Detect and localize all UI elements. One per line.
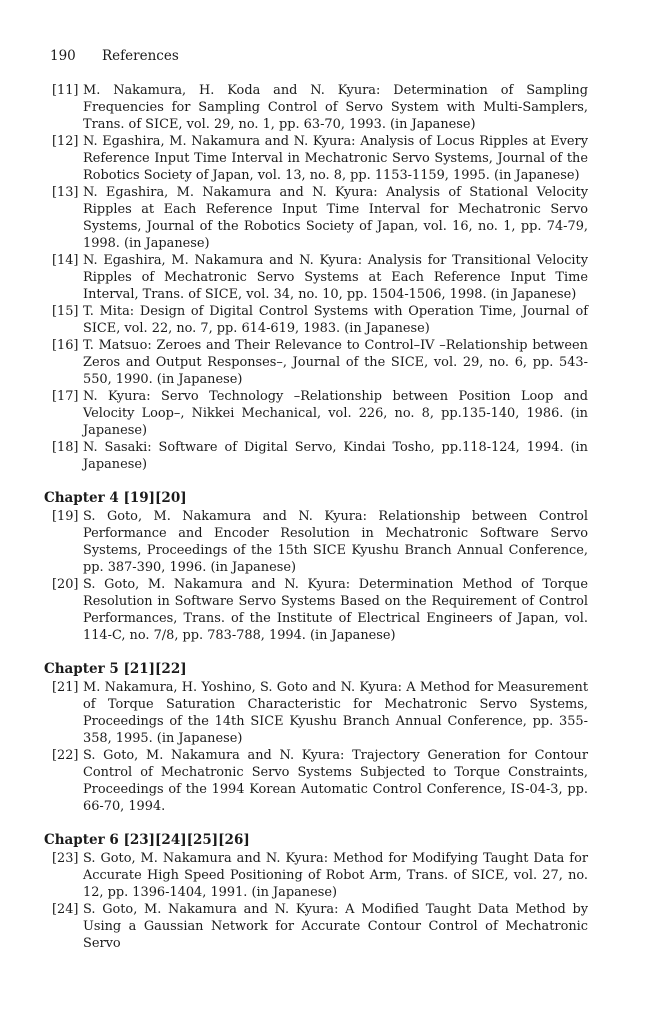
page-number: 190: [50, 48, 76, 64]
reference-number: [18]: [52, 440, 79, 455]
reference-number: [20]: [52, 577, 79, 592]
reference-number: [22]: [52, 748, 79, 763]
reference-entry: [44, 850, 588, 901]
reference-text: T. Mita: Design of Digital Control Systems with Operation Time, Journal of SICE, vol. 22, no. 7, pp. 614-619, 1983. (in Japanese): [83, 304, 588, 336]
reference-entry: [44, 133, 588, 184]
reference-entry: [44, 82, 588, 133]
reference-entry: [44, 252, 588, 303]
reference-number: [21]: [52, 680, 79, 695]
reference-number: [19]: [52, 509, 79, 524]
reference-number: [23]: [52, 851, 79, 866]
reference-text: S. Goto, M. Nakamura and N. Kyura: Determination Method of Torque Resolution in Software Servo Systems Based on the Requirement of Control Performances, Trans. of the Institute of Electrical Engineers of Japan, vol. 114-C, no. 7/8, pp. 783-788, 1994. (in Japanese): [83, 577, 588, 643]
reference-entry: [44, 901, 588, 952]
reference-entry: [44, 184, 588, 252]
reference-entry: [44, 337, 588, 388]
reference-text: M. Nakamura, H. Koda and N. Kyura: Determination of Sampling Frequencies for Sampling Control of Servo System with Multi-Samplers, Trans. of SICE, vol. 29, no. 1, pp. 63-70, 1993. (in Japanese): [83, 83, 588, 132]
reference-text: T. Matsuo: Zeroes and Their Relevance to Control–IV –Relationship between Zeros and Output Responses–, Journal of the SICE, vol. 29, no. 6, pp. 543-550, 1990. (in Japanese): [83, 338, 588, 387]
reference-text: S. Goto, M. Nakamura and N. Kyura: Method for Modifying Taught Data for Accurate High Speed Positioning of Robot Arm, Trans. of SICE, vol. 27, no. 12, pp. 1396-1404, 1991. (in Japanese): [83, 851, 588, 900]
reference-text: S. Goto, M. Nakamura and N. Kyura: Relationship between Control Performance and Encoder Resolution in Mechatronic Software Servo Systems, Proceedings of the 15th SICE Kyushu Branch Annual Conference, pp. 387-390, 1996. (in Japanese): [83, 509, 588, 575]
reference-number: [17]: [52, 389, 79, 404]
reference-number: [12]: [52, 134, 79, 149]
chapter-heading: Chapter 6 [23][24][25][26]: [44, 832, 250, 848]
reference-list: [44, 82, 588, 952]
reference-entry: [44, 388, 588, 439]
reference-number: [13]: [52, 185, 79, 200]
chapter-heading: Chapter 4 [19][20]: [44, 490, 187, 506]
reference-number: [11]: [52, 83, 79, 98]
reference-entry: [44, 508, 588, 576]
chapter-heading: Chapter 5 [21][22]: [44, 661, 187, 677]
reference-text: N. Egashira, M. Nakamura and N. Kyura: Analysis of Locus Ripples at Every Reference Input Time Interval in Mechatronic Servo Systems, Journal of the Robotics Society of Japan, vol. 13, no. 8, pp. 1153-1159, 1995. (in Japanese): [83, 134, 588, 183]
reference-entry: [44, 679, 588, 747]
reference-text: N. Egashira, M. Nakamura and N. Kyura: Analysis of Stational Velocity Ripples at Each Reference Input Time Interval for Mechatronic Servo Systems, Journal of the Robotics Society of Japan, vol. 16, no. 1, pp. 74-79, 1998. (in Japanese): [83, 185, 588, 251]
reference-entry: [44, 303, 588, 337]
reference-number: [24]: [52, 902, 79, 917]
reference-text: N. Sasaki: Software of Digital Servo, Kindai Tosho, pp.118-124, 1994. (in Japanese): [83, 440, 588, 472]
reference-text: S. Goto, M. Nakamura and N. Kyura: A Modified Taught Data Method by Using a Gaussian Network for Accurate Contour Control of Mechatronic Servo: [83, 902, 588, 951]
reference-text: M. Nakamura, H. Yoshino, S. Goto and N. Kyura: A Method for Measurement of Torque Saturation Characteristic for Mechatronic Servo Systems, Proceedings of the 14th SICE Kyushu Branch Annual Conference, pp. 355-358, 1995. (in Japanese): [83, 680, 588, 746]
reference-text: N. Egashira, M. Nakamura and N. Kyura: Analysis for Transitional Velocity Ripples of Mechatronic Servo Systems at Each Reference Input Time Interval, Trans. of SICE, vol. 34, no. 10, pp. 1504-1506, 1998. (in Japanese): [83, 253, 588, 302]
page-header: [50, 48, 179, 64]
reference-number: [14]: [52, 253, 79, 268]
reference-text: S. Goto, M. Nakamura and N. Kyura: Trajectory Generation for Contour Control of Mechatronic Servo Systems Subjected to Torque Constraints, Proceedings of the 1994 Korean Automatic Control Conference, IS-04-3, pp. 66-70, 1994.: [83, 748, 588, 814]
reference-entry: [44, 747, 588, 815]
reference-entry: [44, 576, 588, 644]
reference-number: [15]: [52, 304, 79, 319]
reference-entry: [44, 439, 588, 473]
running-head: References: [102, 48, 179, 64]
reference-text: N. Kyura: Servo Technology –Relationship between Position Loop and Velocity Loop–, Nikkei Mechanical, vol. 226, no. 8, pp.135-140, 1986. (in Japanese): [83, 389, 588, 438]
reference-number: [16]: [52, 338, 79, 353]
